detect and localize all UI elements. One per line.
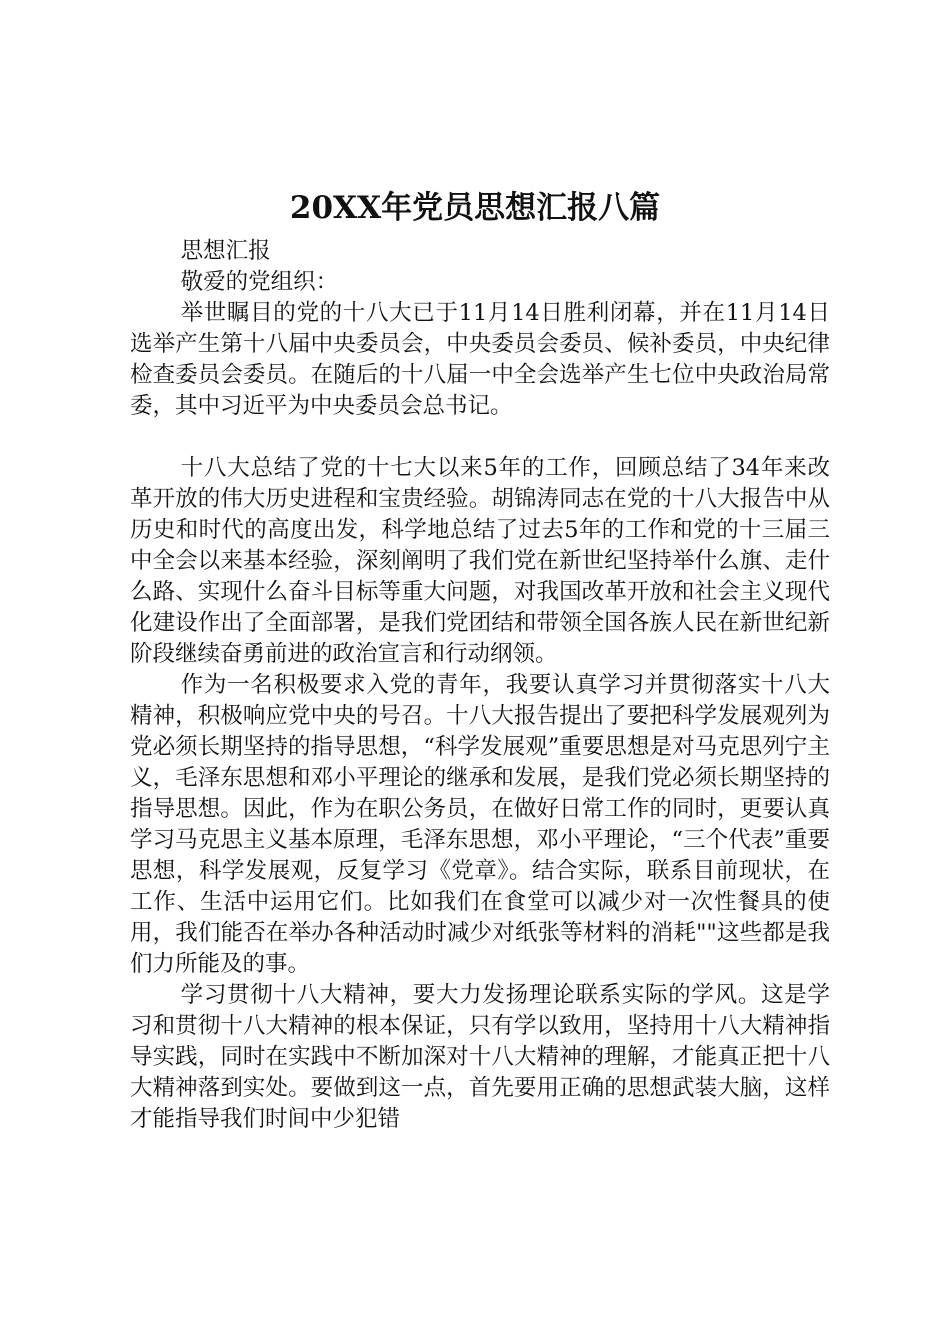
heading-label: 思想汇报 (180, 238, 271, 264)
paragraph-2: 十八大总结了党的十七大以来5年的工作，回顾总结了34年来改革开放的伟大历史进程和宝贵经验。胡锦涛同志在党的十八大报告中从历史和时代的高度出发，科学地总结了过去5年的工作和党的十三届三中全会以来基本经验，深刻阐明了我们党在新世纪坚持举什么旗、走什么路、实现什么奋斗目标等重大问题，对我国改革开放和社会主义现代化建设作出了全面部署，是我们党团结和带领全国各族人民在新世纪新阶段继续奋勇前进的政治宣言和行动纲领。 (130, 455, 830, 667)
salutation: 敬爱的党组织： (180, 269, 339, 295)
document-title: 20XX年党员思想汇报八篇 (289, 190, 661, 226)
paragraph-3: 作为一名积极要求入党的青年，我要认真学习并贯彻落实十八大精神，积极响应党中央的号召。十八大报告提出了要把科学发展观列为党必须长期坚持的指导思想，“科学发展观”重要思想是对马克思列宁主义，毛泽东思想和邓小平理论的继承和发展，是我们党必须长期坚持的指导思想。因此，作为在职公务员，在做好日常工作的同时，更要认真学习马克思主义基本原理，毛泽东思想，邓小平理论，“三个代表”重要思想，科学发展观，反复学习《党章》。结合实际，联系目前现状，在工作、生活中运用它们。比如我们在食堂可以减少对一次性餐具的使用，我们能否在举办各种活动时减少对纸张等材料的消耗""这些都是我们力所能及的事。 (130, 672, 830, 977)
paragraph-4: 学习贯彻十八大精神，要大力发扬理论联系实际的学风。这是学习和贯彻十八大精神的根本保证，只有学以致用，坚持用十八大精神指导实践，同时在实践中不断加深对十八大精神的理解，才能真正把十八大精神落到实处。要做到这一点，首先要用正确的思想武装大脑，这样才能指导我们时间中少犯错 (130, 982, 830, 1132)
paragraph-1: 举世瞩目的党的十八大已于11月14日胜利闭幕，并在11月14日选举产生第十八届中央委员会，中央委员会委员、候补委员，中央纪律检查委员会委员。在随后的十八届一中全会选举产生七位中央政治局常委，其中习近平为中央委员会总书记。 (130, 300, 830, 419)
document-body (130, 236, 830, 1135)
